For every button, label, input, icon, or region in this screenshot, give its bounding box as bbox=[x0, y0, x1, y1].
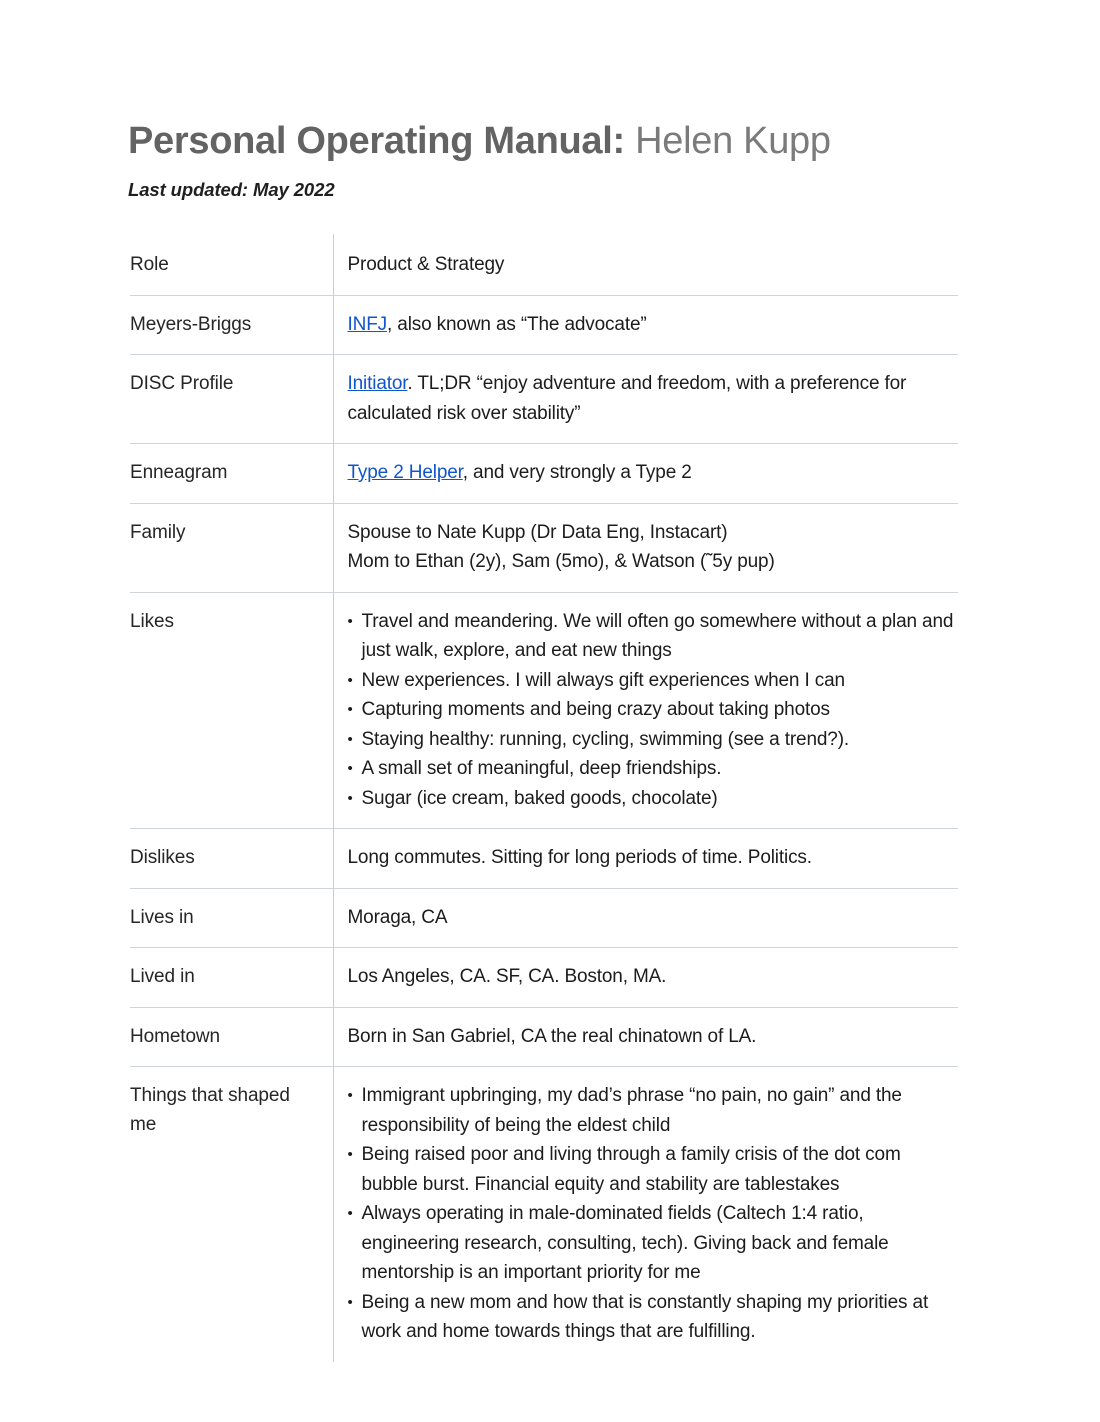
list-item: • New experiences. I will always gift experiences when I can bbox=[348, 666, 959, 696]
list-item: • Always operating in male-dominated fields (Caltech 1:4 ratio, engineering research, consulting, tech). Giving back and female mentorship is an important priority for me bbox=[348, 1199, 959, 1288]
table-row bbox=[130, 829, 958, 889]
value-line: Product & Strategy bbox=[347, 254, 505, 275]
value-text: , also known as “The advocate” bbox=[387, 313, 647, 335]
row-value-likes bbox=[333, 592, 958, 829]
row-label-disc-profile: DISC Profile bbox=[130, 355, 333, 444]
row-label-things-that-shaped-me: Things that shaped me bbox=[130, 1067, 333, 1362]
table-row bbox=[130, 592, 958, 829]
likes-list bbox=[348, 607, 959, 814]
list-item: • Being a new mom and how that is constantly shaping my priorities at work and home towards things that are fulfilling. bbox=[348, 1288, 959, 1347]
value-line: Mom to Ethan (2y), Sam (5mo), & Watson (˜5y pup) bbox=[347, 551, 775, 572]
list-item: • Capturing moments and being crazy about taking photos bbox=[348, 695, 959, 725]
row-value-disc-profile bbox=[333, 355, 958, 444]
row-label-likes: Likes bbox=[130, 592, 333, 829]
value-text: , and very strongly a Type 2 bbox=[462, 462, 692, 483]
value-line: Spouse to Nate Kupp (Dr Data Eng, Instacart) bbox=[347, 521, 728, 543]
table-row bbox=[130, 355, 958, 444]
row-value-lives-in bbox=[333, 888, 958, 948]
page-title-person: Helen Kupp bbox=[624, 120, 831, 162]
page-title-label: Personal Operating Manual: bbox=[128, 120, 625, 162]
last-updated-text: Last updated: May 2022 bbox=[128, 179, 335, 200]
table-body bbox=[130, 234, 958, 1362]
row-value-meyers-briggs bbox=[333, 295, 958, 355]
row-value-role bbox=[333, 234, 958, 295]
row-label-hometown: Hometown bbox=[130, 1007, 333, 1067]
row-value-dislikes bbox=[333, 829, 958, 889]
row-label-lived-in: Lived in bbox=[130, 948, 333, 1008]
row-value-enneagram bbox=[333, 444, 958, 504]
row-label-lives-in: Lives in bbox=[130, 888, 333, 948]
value-line: Los Angeles, CA. SF, CA. Boston, MA. bbox=[347, 966, 667, 987]
personal-operating-manual-table bbox=[130, 234, 958, 1362]
list-item: • Sugar (ice cream, baked goods, chocolate) bbox=[348, 784, 959, 814]
table-row bbox=[130, 444, 958, 504]
row-label-meyers-briggs: Meyers-Briggs bbox=[130, 295, 333, 355]
row-label-family: Family bbox=[130, 503, 333, 592]
table-row bbox=[130, 1007, 958, 1067]
things-that-shaped-me-list bbox=[348, 1081, 959, 1347]
value-line: Born in San Gabriel, CA the real chinatown of LA. bbox=[347, 1025, 757, 1047]
link-initiator[interactable]: Initiator bbox=[347, 373, 408, 394]
list-item: • Immigrant upbringing, my dad’s phrase “no pain, no gain” and the responsibility of being the eldest child bbox=[348, 1081, 959, 1140]
row-value-lived-in bbox=[333, 948, 958, 1008]
row-label-dislikes: Dislikes bbox=[130, 829, 333, 889]
table-row bbox=[130, 503, 958, 592]
row-label-role: Role bbox=[130, 254, 169, 275]
list-item: • Staying healthy: running, cycling, swimming (see a trend?). bbox=[348, 725, 959, 755]
link-type-2-helper[interactable]: Type 2 Helper bbox=[347, 462, 463, 483]
value-line: Moraga, CA bbox=[347, 906, 448, 928]
list-item: • Being raised poor and living through a family crisis of the dot com bubble burst. Financial equity and stability are tablestakes bbox=[348, 1140, 959, 1199]
table-row bbox=[130, 295, 958, 355]
table-row bbox=[130, 948, 958, 1008]
row-label-enneagram: Enneagram bbox=[130, 444, 333, 504]
row-value-things-that-shaped-me bbox=[333, 1067, 958, 1362]
row-value-hometown bbox=[333, 1007, 958, 1067]
link-infj[interactable]: INFJ bbox=[347, 313, 388, 335]
row-value-family bbox=[333, 503, 958, 592]
table-row bbox=[130, 1067, 958, 1362]
table-row bbox=[130, 234, 958, 295]
page-title bbox=[128, 118, 1040, 164]
value-text: . TL;DR “enjoy adventure and freedom, with a preference for calculated risk over stability” bbox=[347, 373, 907, 424]
list-item: • Travel and meandering. We will often go somewhere without a plan and just walk, explore, and eat new things bbox=[348, 607, 959, 666]
table-row bbox=[130, 888, 958, 948]
document-header bbox=[0, 118, 1100, 202]
value-line: Long commutes. Sitting for long periods of time. Politics. bbox=[347, 847, 812, 868]
list-item: • A small set of meaningful, deep friendships. bbox=[348, 754, 959, 784]
